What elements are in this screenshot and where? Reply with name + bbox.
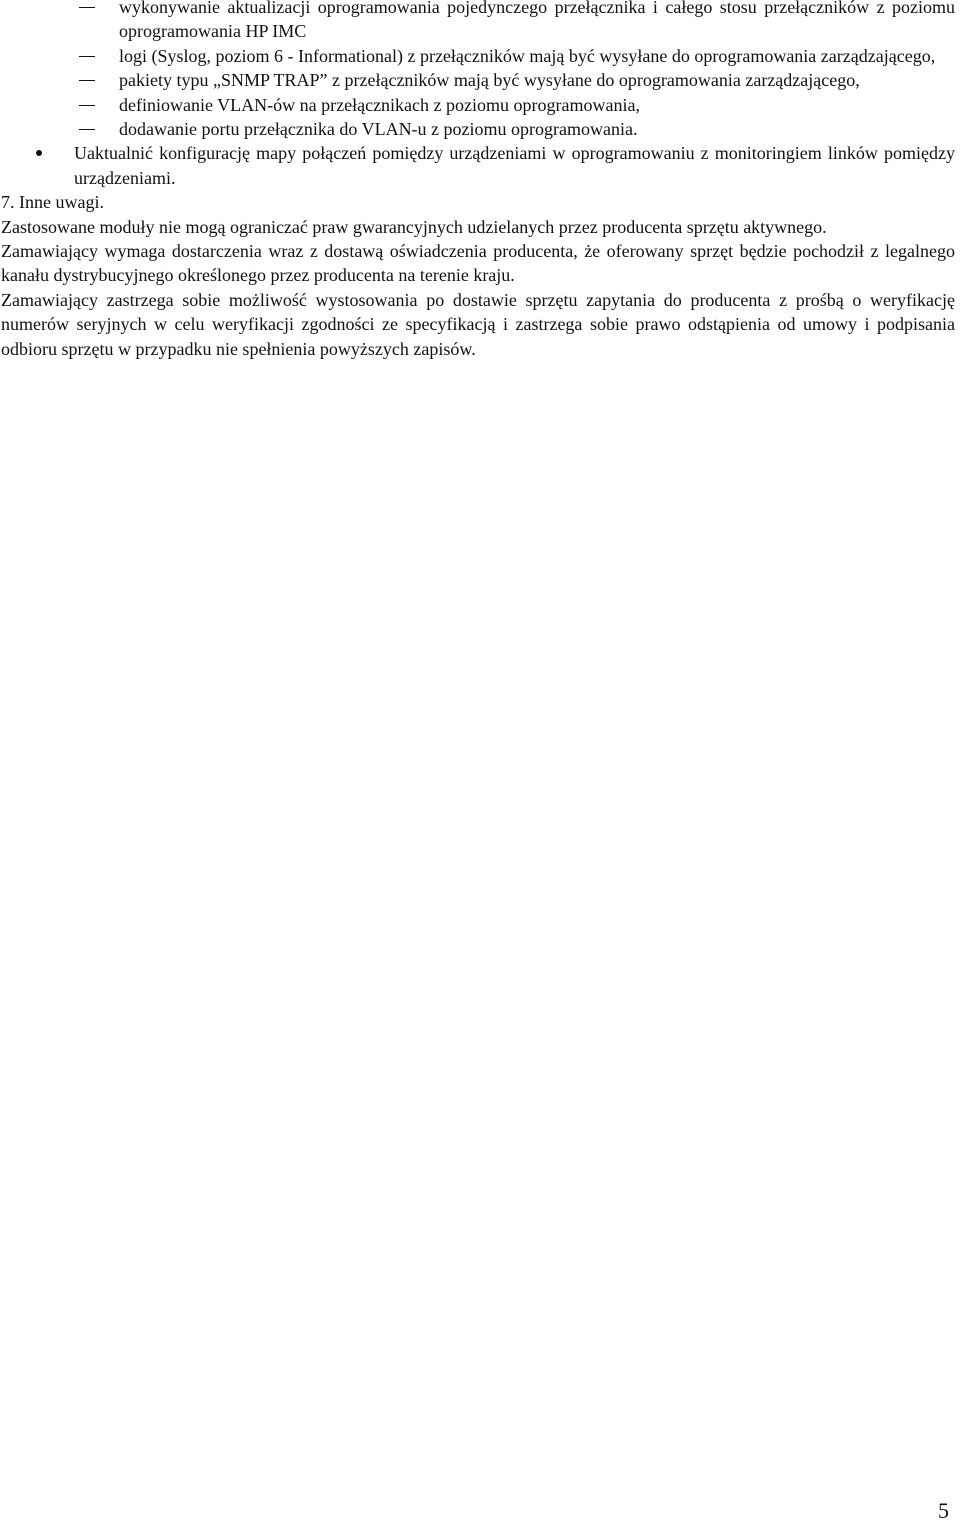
dash-bullet-icon [79,56,95,57]
paragraph-warranty: Zastosowane moduły nie mogą ograniczać praw gwarancyjnych udzielanych przez producenta sprzętu aktywnego. [1,216,827,237]
document-content [1,0,955,361]
section-heading: 7. Inne uwagi. [1,192,104,213]
paragraph-manufacturer-statement: Zamawiający wymaga dostarczenia wraz z dostawą oświadczenia producenta, że oferowany sprzęt będzie pochodził z legalnego kanału dystrybucyjnego określonego przez producenta na terenie kraju. [1,241,955,286]
dash-list-item [1,68,955,92]
dash-list-item [1,117,955,141]
dash-bullet-icon [79,7,95,8]
paragraph-serial-verification: Zamawiający zastrzega sobie możliwość wystosowania po dostawie sprzętu zapytania do producenta z prośbą o weryfikację numerów seryjnych w celu weryfikacji zgodności ze specyfikacją i zastrzega sobie prawo odstąpienia od umowy i podpisania odbioru sprzętu w przypadku nie spełnienia powyższych zapisów. [1,289,955,359]
bullet-item-text: Uaktualnić konfigurację mapy połączeń pomiędzy urządzeniami w oprogramowaniu z monitoringiem linków pomiędzy urządzeniami. [74,143,955,188]
dash-item-text: logi (Syslog, poziom 6 - Informational) z przełączników mają być wysyłane do oprogramowania zarządzającego, [119,45,936,66]
dash-item-text: wykonywanie aktualizacji oprogramowania pojedynczego przełącznika i całego stosu przełączników z poziomu oprogramowania HP IMC [119,0,955,42]
dash-list-item [1,93,955,117]
dash-bullet-icon [79,80,95,81]
dash-item-text: dodawanie portu przełącznika do VLAN-u z poziomu oprogramowania. [119,119,638,140]
page-number: 5 [938,1498,949,1523]
bullet-list-item [1,141,955,190]
dash-list-item [1,0,955,44]
dash-item-text: definiowanie VLAN-ów na przełącznikach z poziomu oprogramowania, [119,94,640,115]
dash-list-item [1,44,955,68]
dash-item-text: pakiety typu „SNMP TRAP” z przełączników mają być wysyłane do oprogramowania zarządzającego, [119,70,860,91]
dash-bullet-icon [79,105,95,106]
round-bullet-icon [36,150,42,156]
dash-bullet-icon [79,129,95,130]
